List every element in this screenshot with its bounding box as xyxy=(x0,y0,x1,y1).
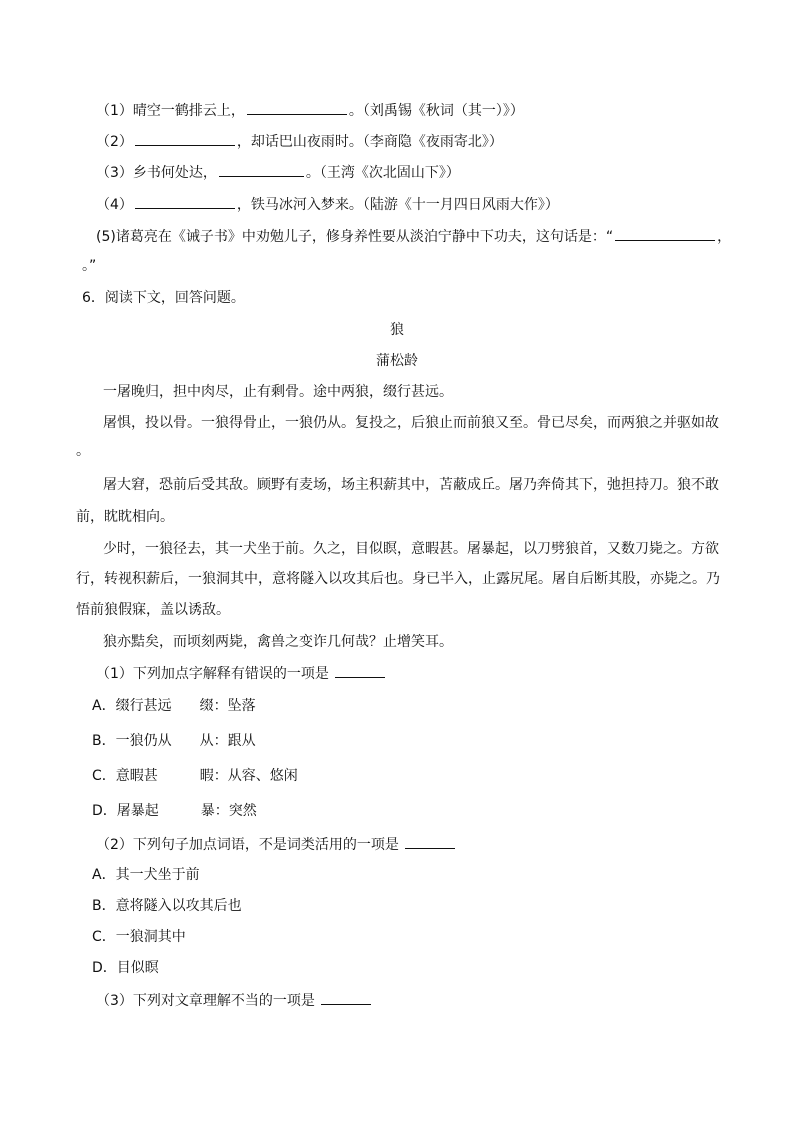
q5-item-1 xyxy=(96,100,524,121)
item-number: （3） xyxy=(96,165,133,181)
option-b[interactable] xyxy=(92,731,256,751)
answer-blank[interactable] xyxy=(135,194,235,209)
option-label: A． xyxy=(92,698,116,714)
passage-title: 狼 xyxy=(390,322,404,338)
sub-question-prompt: （2）下列句子加点词语，不是词类活用的一项是 xyxy=(96,837,399,853)
option-label: D． xyxy=(92,960,117,976)
option-phrase: 意暇甚 xyxy=(115,768,158,784)
item-text: ，铁马冰河入梦来。（陆游《十一月四日风雨大作》） xyxy=(236,197,559,213)
item-text: 。” xyxy=(82,258,97,274)
q5-item-4 xyxy=(96,194,559,215)
answer-blank[interactable] xyxy=(247,100,347,115)
option-a[interactable] xyxy=(92,696,256,716)
option-phrase: 缀行甚远 xyxy=(115,698,172,714)
option-text: 目似瞑 xyxy=(116,960,159,976)
option-text: 其一犬坐于前 xyxy=(115,867,200,883)
option-label: B． xyxy=(92,733,116,749)
item-text: (5)诸葛亮在《诫子书》中劝勉儿子，修身养性要从淡泊宁静中下功夫，这句话是：“ xyxy=(96,229,614,245)
option-c[interactable] xyxy=(92,766,298,786)
q5-item-3 xyxy=(96,162,460,183)
passage-author: 蒲松龄 xyxy=(376,353,418,369)
option-c[interactable] xyxy=(92,927,186,947)
q5-item-2 xyxy=(96,131,503,152)
option-b[interactable] xyxy=(92,896,242,916)
passage-paragraph: 屠大窘，恐前后受其敌。顾野有麦场，场主积薪其中，苫蔽成丘。屠乃奔倚其下，弛担持刀。狼不敢 xyxy=(103,477,719,493)
option-phrase: 屠暴起 xyxy=(116,803,159,819)
sub-question-prompt: （3）下列对文章理解不当的一项是 xyxy=(96,993,315,1009)
q5-item-5 xyxy=(96,226,731,247)
item-text: ， xyxy=(717,229,732,245)
option-a[interactable] xyxy=(92,865,200,885)
answer-blank[interactable] xyxy=(321,990,371,1005)
answer-blank[interactable] xyxy=(405,834,455,849)
sub-question-prompt: （1）下列加点字解释有错误的一项是 xyxy=(96,666,329,682)
passage-paragraph-continuation: 行，转视积薪后，一狼洞其中，意将隧入以攻其后也。身已半入，止露尻尾。屠自后断其股，亦毙之。乃 xyxy=(76,571,720,587)
option-label: D． xyxy=(92,803,117,819)
answer-blank[interactable] xyxy=(219,162,304,177)
option-label: A． xyxy=(92,867,116,883)
option-label: C． xyxy=(92,929,116,945)
item-text: 乡书何处达， xyxy=(132,165,217,181)
item-text: 。（刘禹锡《秋词（其一）》） xyxy=(348,103,524,119)
question-6-heading: 6．阅读下文，回答问题。 xyxy=(82,290,245,306)
passage-paragraph: 一屠晚归，担中肉尽，止有剩骨。途中两狼，缀行甚远。 xyxy=(103,384,453,400)
passage-paragraph-continuation: 悟前狼假寐，盖以诱敌。 xyxy=(76,602,230,618)
option-text: 一狼洞其中 xyxy=(115,929,186,945)
option-gloss: 从：跟从 xyxy=(199,733,256,749)
option-gloss: 暇：从容、悠闲 xyxy=(199,768,298,784)
item-text: ，却话巴山夜雨时。（李商隐《夜雨寄北》） xyxy=(236,134,503,150)
option-label: B． xyxy=(92,898,116,914)
passage-paragraph-continuation: 前，眈眈相向。 xyxy=(76,509,174,525)
passage-paragraph-continuation: 。 xyxy=(76,443,90,459)
sub-question-2 xyxy=(96,834,457,855)
item-text: 晴空一鹤排云上， xyxy=(132,103,245,119)
answer-blank[interactable] xyxy=(615,226,715,241)
option-d[interactable] xyxy=(92,958,159,978)
option-text: 意将隧入以攻其后也 xyxy=(115,898,242,914)
item-text: 。（王湾《次北固山下》） xyxy=(305,165,460,181)
option-gloss: 缀：坠落 xyxy=(199,698,256,714)
option-phrase: 一狼仍从 xyxy=(115,733,172,749)
item-number: （2） xyxy=(96,134,133,150)
sub-question-1 xyxy=(96,663,387,684)
option-gloss: 暴：突然 xyxy=(200,803,257,819)
answer-blank[interactable] xyxy=(135,131,235,146)
passage-paragraph: 屠惧，投以骨。一狼得骨止，一狼仍从。复投之，后狼止而前狼又至。骨已尽矣，而两狼之并驱如故 xyxy=(103,415,719,431)
option-label: C． xyxy=(92,768,116,784)
passage-paragraph: 狼亦黠矣，而顷刻两毙，禽兽之变诈几何哉？止增笑耳。 xyxy=(103,634,453,650)
option-d[interactable] xyxy=(92,801,257,821)
item-number: （1） xyxy=(96,103,133,119)
answer-blank[interactable] xyxy=(335,663,385,678)
item-number: （4） xyxy=(96,197,133,213)
passage-paragraph: 少时，一狼径去，其一犬坐于前。久之，目似瞑，意暇甚。屠暴起，以刀劈狼首，又数刀毙之。方欲 xyxy=(103,541,719,557)
q5-item-5-continuation xyxy=(82,256,96,276)
sub-question-3 xyxy=(96,990,373,1011)
